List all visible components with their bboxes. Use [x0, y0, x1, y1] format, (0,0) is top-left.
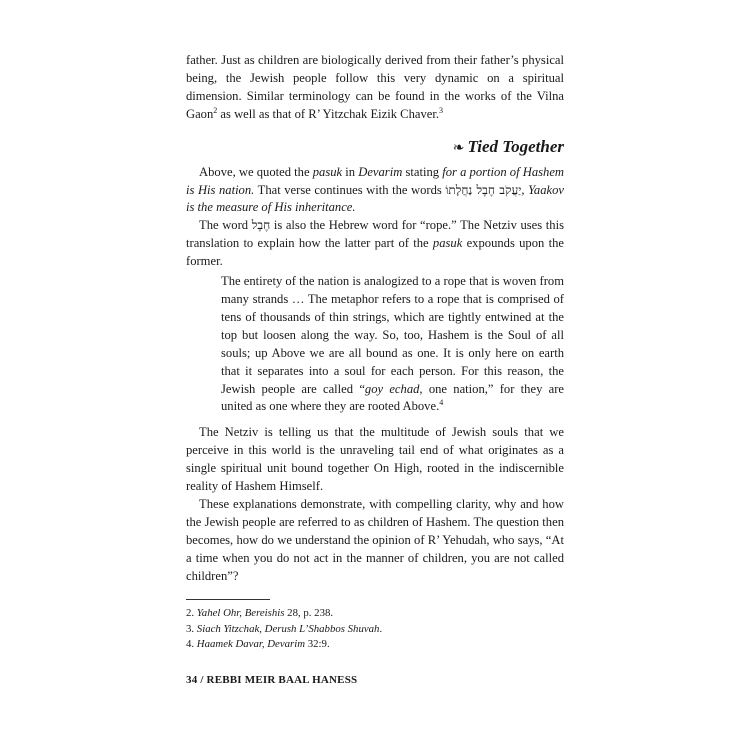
block-quote: The entirety of the nation is analogized to a rope that is woven from many strands … The metaphor refers to a rope that is comprised of tens of thousands of thin strings, which are tightly entwined at the top but loosen along the way. So, too, Hashem is the Soul of all souls; up Above we are all bound as one. It is only here on earth that it separates into a soul for each person. For this reason, the Jewish people are called “goy echad, one nation,” for they are united as one where they are rooted Above.$^4$: [221, 274, 564, 414]
footnote-divider: [186, 599, 270, 600]
fleuron-icon: ❧: [452, 140, 465, 156]
footnote-2: 2. Yahel Ohr, Bereishis 28, p. 238.: [186, 607, 334, 620]
paragraph-netziv: The Netziv is telling us that the multitude of Jewish souls that we perceive in this world is the unraveling tail end of what originates as a single spiritual unit bound together On High, rooted in the indiscernible reality of Hashem Himself.: [186, 425, 564, 494]
paragraph-word: The word חֶבֶל is also the Hebrew word for “rope.” The Netziv uses this translation to explain how the latter part of the pasuk expounds upon the former.: [186, 218, 564, 269]
running-footer: 34 / REBBI MEIR BAAL HANESS: [186, 673, 358, 686]
paragraph-above: Above, we quoted the pasuk in Devarim stating for a portion of Hashem is His nation. That verse continues with the words יַעֲקֹב חֶבֶל נַחֲלָתוֹ, Yaakov is the measure of His inheritance.: [186, 164, 565, 215]
footnote-ref-3: 3: [439, 105, 444, 115]
paragraph-explanations: These explanations demonstrate, with compelling clarity, why and how the Jewish people are referred to as children of Hashem. The question then becomes, how do we understand the opinion of R’ Yehudah, who says, “At a time when you do not act in the manner of children, you are not called children”?: [186, 496, 564, 583]
footnote-4: 4. Haamek Davar, Devarim 32:9.: [186, 638, 330, 651]
section-heading: [186, 136, 564, 160]
hebrew-word: חֶבֶל: [251, 218, 271, 233]
footnote-3: 3. Siach Yitzchak, Derush L’Shabbos Shuvah.: [186, 622, 383, 635]
book-page: [186, 52, 564, 690]
section-title: Tied Together: [467, 136, 564, 156]
hebrew-phrase: יַעֲקֹב חֶבֶל נַחֲלָתוֹ: [445, 182, 522, 197]
footnote-ref-4: 4: [439, 398, 444, 408]
footnote-ref-2: 2: [213, 105, 218, 115]
paragraph-top: father. Just as children are biologically derived from their father’s physical being, the Jewish people follow this very dynamic on a spiritual dimension. Similar terminology can be found in the works of the Vilna Gaon$^2$ as well as that of R’ Yitzchak Eizik Chaver.$^3$: [186, 53, 564, 121]
